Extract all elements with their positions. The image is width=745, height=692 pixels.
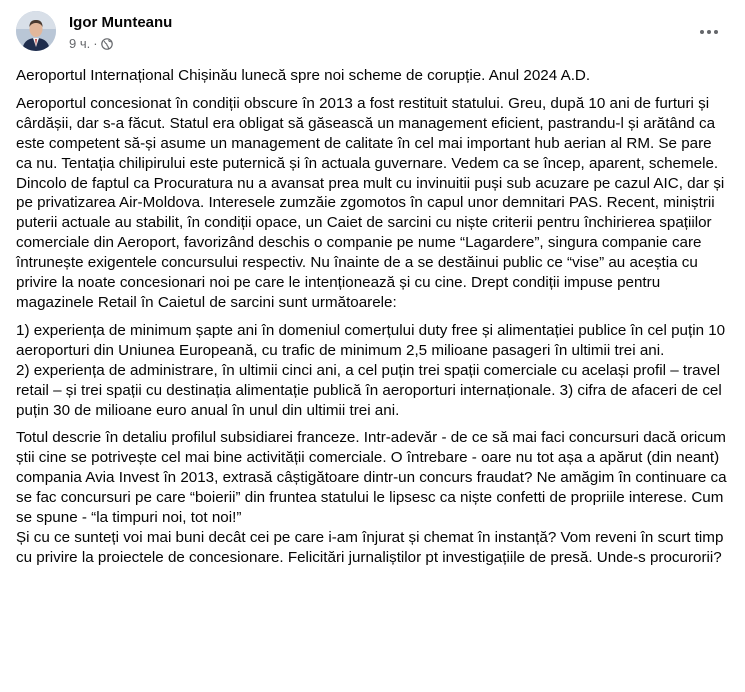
post-header xyxy=(16,11,729,55)
post-paragraph-criterion-1: 1) experiența de minimum șapte ani în domeniul comerțului duty free și alimentației publice în cel puțin 10 aeroporturi din Uniunea Europeană, cu trafic de minimum 2,5 milioane pasageri în ultimii trei ani. xyxy=(16,321,726,359)
post-paragraph-closing: Și cu ce sunteți voi mai buni decât cei pe care i-am înjurat și chemat în instanță? Vom reveni în scurt timp cu privire la proiectele de concesionare. Felicitări jurnaliștilor pt investigațiile de presă. Unde-s procurorii? xyxy=(16,528,724,566)
more-horizontal-icon xyxy=(699,22,719,40)
post-meta xyxy=(69,36,113,51)
post-body xyxy=(16,66,731,576)
meta-separator: · xyxy=(93,36,98,51)
post-paragraph: Aeroportul concesionat în condiții obscure în 2013 a fost restituit statului. Greu, după 10 ani de furturi și cârdășii, dar s-a făcut. Statul era obligat să găsească un management eficient, pastrandu-l și arătând ca este competent să-și asume un management de calitate în cel mai important hub aerian al RM. Se pare ca nu. Tentația chilipirului este puternică și în actuala guvernare. Vedem ca se încep, aparent, schemele. Dincolo de faptul ca Procuratura nu a avansat prea mult cu invinuitii puși sub acuzare pe cazul AIC, dar și pe privatizarea Air-Moldova. Interesele zumzăie zgomotos în capul unor demnitari PAS. Recent, miniștrii puterii actuale au stabilit, în condiții opace, un Caiet de sarcini cu niște criterii pentru închirierea spațiilor comerciale din Aeroport, favorizând deschis o companie pe nume “Lagardere”, singura companie care întrunește exigentele concursului respectiv. Nu înainte de a se destăinui public ce “vise” au aceștia cu privire la noate concesionari noi pe care le intenționează și cu cine. Drept condiții impuse pentru magazinele Retail în Caietul de sarcini sunt următoarele: xyxy=(16,94,725,311)
author-name[interactable]: Igor Munteanu xyxy=(69,14,173,31)
avatar[interactable] xyxy=(16,11,56,51)
post-paragraph: Totul descrie în detaliu profilul subsidiarei franceze. Intr-adevăr - de ce să mai faci concursuri dacă oricum știi cine se potrivește cel mai bine activității comerciale. O întrebare - oare nu tot așa a apărut (din neant) compania Avia Invest în 2013, extrasă câștigătoare dintr-un concurs fraudat? Ne amăgim în continuare ca se fac concursuri pe care “boierii” din fruntea statului le lipsesc ca niște confetti de propriile interese. Cum se spune - “la timpuri noi, tot noi!” xyxy=(16,429,727,527)
post-paragraph-criterion-2: 2) experiența de administrare, în ultimii cinci ani, a cel puțin trei spații comerciale cu același profil – travel retail – și trei spații cu destinația alimentație publică în aeroporturi internaționale. 3) cifra de afaceri de cel puțin 30 de milioane euro anual în unul din ultimii trei ani. xyxy=(16,361,722,419)
post-paragraph-headline: Aeroportul Internațional Chișinău lunecă spre noi scheme de corupție. Anul 2024 A.D. xyxy=(16,67,591,84)
globe-icon[interactable] xyxy=(101,38,113,50)
post-timestamp[interactable]: 9 ч. xyxy=(69,36,91,51)
more-options-button[interactable] xyxy=(691,17,727,45)
